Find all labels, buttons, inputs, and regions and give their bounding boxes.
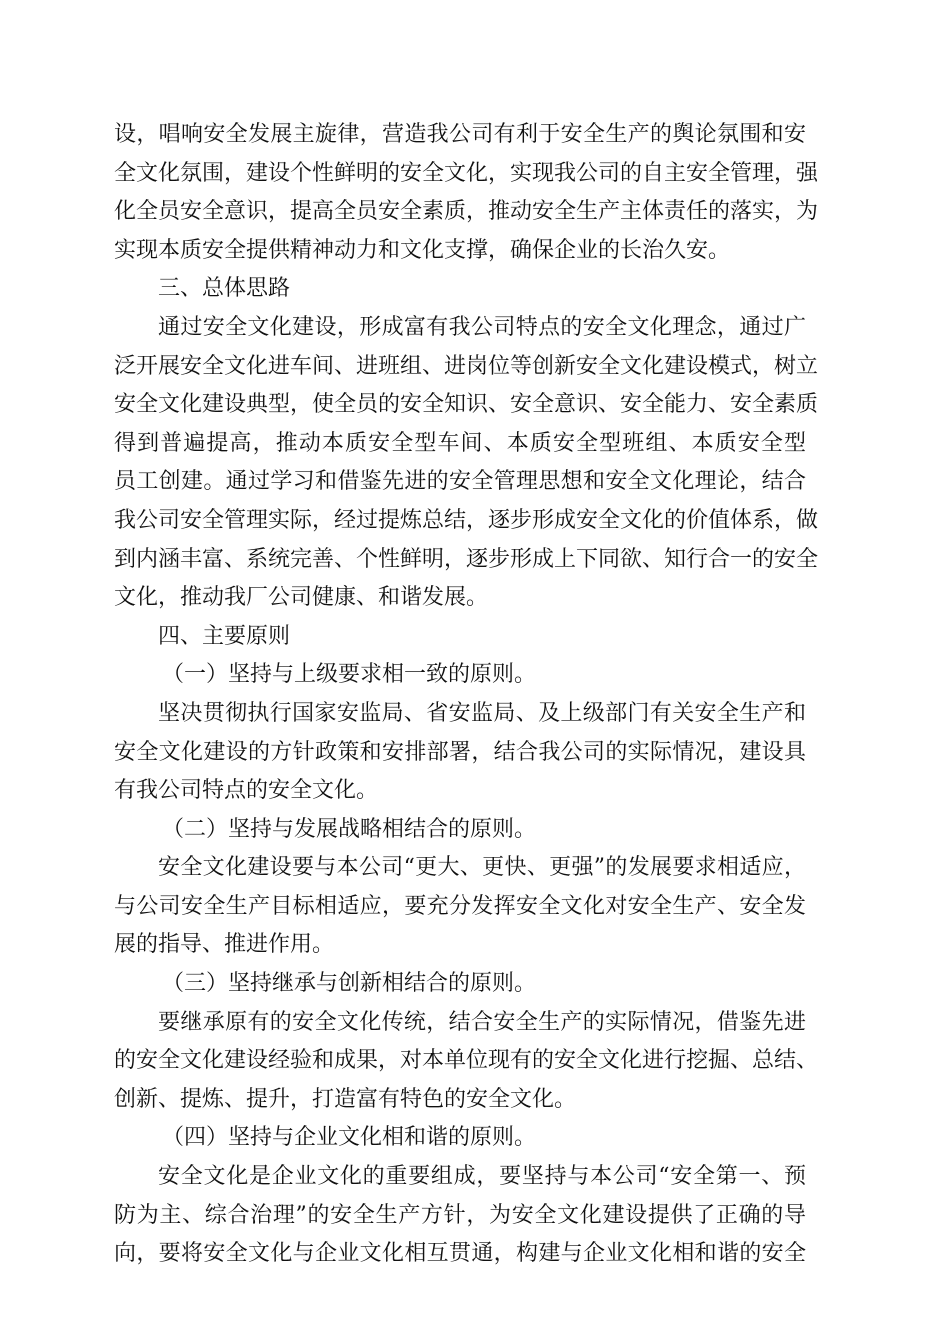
text-line: 员工创建。通过学习和借鉴先进的安全管理思想和安全文化理论，结合 xyxy=(114,469,806,495)
text-line: 要继承原有的安全文化传统，结合安全生产的实际情况，借鉴先进 xyxy=(158,1009,806,1035)
document-page xyxy=(114,116,819,1274)
text-line: 有我公司特点的安全文化。 xyxy=(114,778,379,804)
text-line: 设，唱响安全发展主旋律，营造我公司有利于安全生产的舆论氛围和安 xyxy=(114,122,806,147)
subsection-heading: （一）坚持与上级要求相一致的原则。 xyxy=(162,662,537,688)
text-line: 安全文化建设典型，使全员的安全知识、安全意识、安全能力、安全素质 xyxy=(114,392,819,418)
text-line: 与公司安全生产目标相适应，要充分发挥安全文化对安全生产、安全发 xyxy=(114,893,806,919)
text-line: 向，要将安全文化与企业文化相互贯通，构建与企业文化相和谐的安全 xyxy=(114,1241,806,1267)
text-line: 展的指导、推进作用。 xyxy=(114,932,335,958)
text-line: 的安全文化建设经验和成果，对本单位现有的安全文化进行挖掘、总结、 xyxy=(114,1048,819,1074)
text-line: 防为主、综合治理”的安全生产方针，为安全文化建设提供了正确的导 xyxy=(114,1202,806,1228)
text-line: 全文化氛围，建设个性鲜明的安全文化，实现我公司的自主安全管理，强 xyxy=(114,160,819,186)
text-line: 得到普遍提高，推动本质安全型车间、本质安全型班组、本质安全型 xyxy=(114,430,806,456)
section-heading: 三、总体思路 xyxy=(158,276,291,302)
text-line: 实现本质安全提供精神动力和文化支撑，确保企业的长治久安。 xyxy=(114,237,731,263)
subsection-heading: （四）坚持与企业文化相和谐的原则。 xyxy=(162,1125,537,1151)
text-line: 坚决贯彻执行国家安监局、省安监局、及上级部门有关安全生产和 xyxy=(158,700,806,726)
text-line: 创新、提炼、提升，打造富有特色的安全文化。 xyxy=(114,1086,577,1112)
subsection-heading: （二）坚持与发展战略相结合的原则。 xyxy=(162,816,537,842)
text-line: 化全员安全意识，提高全员安全素质，推动安全生产主体责任的落实，为 xyxy=(114,199,819,225)
subsection-heading: （三）坚持继承与创新相结合的原则。 xyxy=(162,971,537,997)
text-line: 安全文化是企业文化的重要组成，要坚持与本公司“安全第一、预 xyxy=(158,1164,806,1190)
text-line: 泛开展安全文化进车间、进班组、进岗位等创新安全文化建设模式，树立 xyxy=(114,353,819,379)
text-line: 到内涵丰富、系统完善、个性鲜明，逐步形成上下同欲、知行合一的安全 xyxy=(114,546,819,572)
text-line: 通过安全文化建设，形成富有我公司特点的安全文化理念，通过广 xyxy=(158,314,806,340)
text-line: 安全文化建设的方针政策和安排部署，结合我公司的实际情况，建设具 xyxy=(114,739,806,765)
text-line: 文化，推动我厂公司健康、和谐发展。 xyxy=(114,585,489,611)
text-line: 我公司安全管理实际，经过提炼总结，逐步形成安全文化的价值体系，做 xyxy=(114,507,819,533)
section-heading: 四、主要原则 xyxy=(158,623,291,649)
text-line: 安全文化建设要与本公司“更大、更快、更强”的发展要求相适应， xyxy=(158,855,806,881)
